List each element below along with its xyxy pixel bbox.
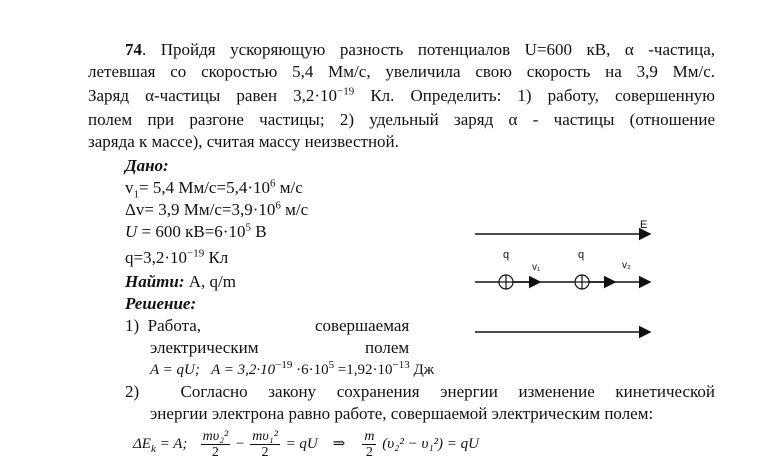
velocity-1-label: v₁ <box>532 262 541 273</box>
field-label: E <box>640 219 648 231</box>
given-q: $q=3,2\cdot 10^{-19}$ Кл <box>125 247 229 267</box>
fraction-3: $\frac{m}{2}$ <box>364 429 375 461</box>
fraction-2: $\frac{\text{mυ₁²}}{2}$ <box>252 429 278 461</box>
charge-2-label: q <box>578 249 585 261</box>
problem-line-2: летевшая со скоростью 5,4 Мм/с, увеличила свою скорость на 3,9 Мм/с. <box>88 62 715 81</box>
problem-line-1: 74. Пройдя ускоряющую разность потенциалов U=600 кВ, α -частица, <box>125 40 715 59</box>
charge-1-icon <box>499 275 513 289</box>
charge-2-icon <box>575 275 589 289</box>
given-dv: Δv= 3,9 $Мм/с=3,9\cdot 10^6$ м/с <box>125 199 309 219</box>
solution-step2-formula: $\Delta E_k = A$; $\frac{\text{mυ₂²}}{2}$ − $\frac{\text{mυ₁²}}{2}$ = qU ⇒ $\frac{m}{2}$ (υ₂² − υ₁²) = qU <box>133 429 479 461</box>
solution-step2-line2: энергии электрона равно работе, совершаемой электрическим полем: <box>150 404 654 423</box>
solution-step1-line2: электрическим полем <box>150 338 410 357</box>
field-diagram <box>470 210 720 340</box>
given-u: U = 600 $кВ=6\cdot 10^5$ В <box>125 221 267 241</box>
find-line: Найти: A, q/m <box>125 272 237 291</box>
problem-line-4: полем при разгоне частицы; 2) удельный заряд α - частицы (отношение <box>88 110 715 129</box>
solution-heading: Решение: <box>125 294 197 313</box>
charge-1-label: q <box>503 249 510 261</box>
fraction-1: $\frac{\text{mυ₂²}}{2}$ <box>202 429 229 461</box>
velocity-2-label: v₂ <box>622 260 631 271</box>
problem-line-5: заряда к массе), считая массу неизвестной. <box>88 132 399 151</box>
given-heading: Дано: <box>125 156 169 175</box>
problem-line-3: Заряд α-частицы равен $3,2\cdot 10^{-19}$ Кл. Определить: 1) работу, совершенную <box>88 85 715 105</box>
solution-step1-line1: 1) Работа, совершаемая <box>125 316 410 335</box>
problem-number: 74 <box>125 40 142 59</box>
given-v1: $v_1= 5,4$ $Мм/с=5,4\cdot 10^6$ м/с <box>125 177 303 201</box>
solution-step2-line1: 2) Согласно закону сохранения энергии изменение кинетической <box>125 382 716 401</box>
solution-step1-formula: A = qU; $A = 3,2\cdot 10^{-19} \cdot 6\cdot 10^5 =1,92\cdot 10^{-13}$ Дж <box>150 359 435 378</box>
